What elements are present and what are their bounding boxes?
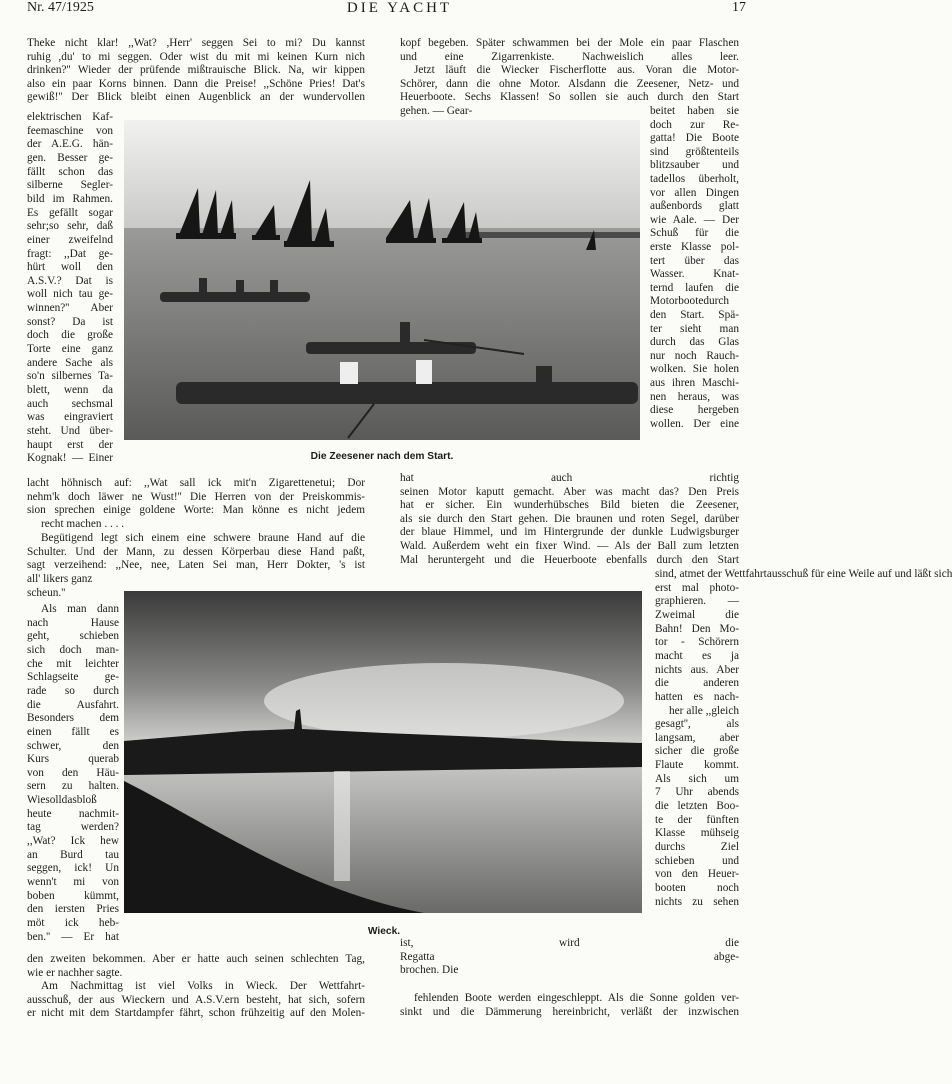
text-line: silberne Segler-: [27, 179, 113, 192]
text-line: seggen, ick! Un: [27, 862, 119, 875]
text-line: te der fünften: [655, 813, 739, 826]
text-line: hat er sicher. Ein wunderhübsches Bild bieten die Zeesener,: [400, 499, 739, 512]
text-line: Als sich um: [655, 772, 739, 785]
text-line: Bahn! Den Mo-: [655, 622, 739, 635]
text-line: beitet haben sie: [650, 105, 739, 117]
text-line: gesagt'', als: [655, 718, 739, 731]
text-line: sehr;so sehr, daß: [27, 220, 113, 233]
text-line: der blaue Himmel, und im Hintergrunde der dunkle Ludwigsburger: [400, 526, 739, 539]
text-line: einer zweifelnd: [27, 233, 113, 246]
text-line: den iersten Pries: [27, 903, 119, 916]
text-line: so'n silbernes Ta-: [27, 370, 113, 383]
text-line: Zweimal die: [655, 608, 739, 621]
text-line: Am Nachmittag ist viel Volks in Wieck. Der Wettfahrt-: [41, 980, 365, 992]
text-line: Wald. Außerdem weht ein fixer Wind. — Als der Ball zum letzten: [400, 540, 739, 552]
text-line: und eine Zigarrenkiste. Nachweislich alles leer.: [400, 50, 739, 63]
text-line: sern zu halten.: [27, 780, 119, 793]
text-line: bild im Rahmen.: [27, 192, 113, 205]
text-line: elektrischen Kaf-: [27, 111, 113, 123]
text-line: Wiesolldasbloß: [27, 794, 97, 807]
text-line: ,,Wat? Ick hew: [27, 835, 119, 848]
text-line: ternd laufen die: [650, 281, 739, 294]
text-line: Klasse mühseig: [655, 827, 739, 840]
text-line: che mit leichter: [27, 657, 119, 670]
text-line: andere Sache als: [27, 356, 113, 369]
text-line: fällt schon das: [27, 165, 113, 178]
text-line: gewiß!'' Der Blick bleibt einen Augenblick an der wundervollen: [27, 91, 365, 104]
regatta-start-photo: [124, 120, 640, 440]
text-line: Es gefällt sogar: [27, 206, 113, 219]
regatta-photo-graphic: [124, 120, 640, 440]
text-line: doch die große: [27, 329, 113, 342]
text-line: hat auch richtig: [400, 472, 739, 484]
text-line: vor allen Dingen: [650, 186, 739, 199]
text-line: rade so durch: [27, 684, 119, 697]
text-line: 7 Uhr abends: [655, 786, 739, 799]
text-line: sich doch man-: [27, 643, 119, 656]
text-line: sicher die große: [655, 745, 739, 758]
text-line: wolken. Sie holen: [650, 363, 739, 376]
text-line: feemaschine von: [27, 124, 113, 137]
wieck-photo-graphic: [124, 591, 642, 913]
text-line: kopf begeben. Später schwammen bei der Mole ein paar Flaschen: [400, 37, 739, 49]
text-line: hürt woll den: [27, 261, 113, 274]
text-line: A.S.V.? Dat is: [27, 274, 113, 287]
text-line: geht, schieben: [27, 630, 119, 643]
text-line: wie Aale. — Der: [650, 213, 739, 226]
text-line: tag werden?: [27, 821, 119, 834]
text-line: nehm'k doch läwer ne Wust!'' Die Herren von der Preiskommis-: [27, 490, 365, 503]
text-line: winnen?'' Aber: [27, 302, 113, 315]
photo-caption-wieck: Wieck.: [367, 926, 401, 937]
text-line: graphieren. —: [655, 595, 739, 608]
text-line: haupt erst der: [27, 438, 113, 451]
text-line: die letzten Boo-: [655, 800, 739, 813]
text-line: Regatta abge-: [400, 950, 739, 963]
text-line: sagt verzeihend: ,,Nee, nee, Laten Sei man, Herr Dokter, 's ist: [27, 559, 365, 572]
text-line: nichts zu sehen: [655, 895, 739, 908]
text-line: Schlagseite ge-: [27, 671, 119, 684]
text-line: her alle ,,gleich: [669, 704, 739, 717]
text-line: erst mal photo-: [655, 581, 739, 594]
text-line: steht. Und über-: [27, 424, 113, 437]
text-line: nichts aus. Aber: [655, 663, 739, 676]
text-line: von den Häu-: [27, 766, 119, 779]
text-line: Motorbootedurch: [650, 295, 730, 308]
text-line: Wasser. Knat-: [650, 268, 739, 281]
text-line: erste Klasse pol-: [650, 241, 739, 253]
text-line: also ein paar Korns binnen. Dann die Preise! ,,Schöne Pries! Dat's: [27, 77, 365, 90]
text-line: der A.E.G. hän-: [27, 138, 113, 151]
text-line: den zweiten bekommen. Aber er hatte auch seinen schlechten Tag,: [27, 953, 365, 965]
text-line: sonst? Da ist: [27, 315, 113, 328]
text-line: all' likers ganz: [27, 573, 93, 585]
text-line: wenn't mi von: [27, 876, 119, 888]
text-line: Torte eine ganz: [27, 343, 113, 356]
text-line: sind, atmet der Wettfahrtausschuß für eine Weile auf und läßt sich: [655, 568, 952, 580]
text-line: sinkt und die Dämmerung hereinbricht, verläßt der inzwischen: [400, 1005, 739, 1018]
text-line: ben.'' — Er hat: [27, 930, 119, 943]
text-line: ruhig ,du' to mi seggen. Oder wist du mit mi keinen Kurn nich: [27, 50, 365, 63]
text-line: möt ick heb-: [27, 916, 119, 929]
text-line: seinen Motor kaputt gemacht. Aber was macht das? Den Preis: [400, 485, 739, 498]
text-line: booten noch: [655, 881, 739, 894]
text-line: schwer, den: [27, 739, 119, 752]
text-line: er nicht mit dem Startdampfer fährt, schon frühzeitig auf den Molen-: [27, 1007, 365, 1020]
text-line: die anderen: [655, 677, 739, 690]
text-line: wollen. Der eine: [650, 417, 739, 430]
wieck-sunset-photo: [124, 591, 642, 913]
text-line: Kurs querab: [27, 753, 119, 766]
text-line: gen. Besser ge-: [27, 151, 113, 164]
text-line: Jetzt läuft die Wiecker Fischerflotte aus. Voran die Motor-: [414, 64, 739, 76]
text-line: nur noch Rauch-: [650, 349, 739, 362]
text-line: blitzsauber und: [650, 159, 739, 172]
text-line: doch zur Re-: [650, 118, 739, 131]
text-line: schieben und: [655, 854, 739, 867]
text-line: Mal heruntergeht und die Heuerboote ebenfalls durch den Start: [400, 553, 739, 566]
text-line: woll nich tau ge-: [27, 288, 113, 301]
text-line: recht machen . . . .: [41, 518, 125, 531]
text-line: fragt: ,,Dat ge-: [27, 247, 113, 260]
text-line: hatten es nach-: [655, 690, 739, 703]
text-line: von den Heuer-: [655, 868, 739, 881]
text-line: auch sechsmal: [27, 397, 113, 410]
text-line: drinken?'' Wieder der prüfende mißtrauische Blick. Na, wir kippen: [27, 64, 365, 77]
text-line: tadellos überholt,: [650, 173, 739, 185]
text-line: blett, wenn da: [27, 384, 113, 396]
text-line: ter sieht man: [650, 322, 739, 335]
page-number: 17: [732, 0, 746, 15]
text-line: Schulter. Und der Mann, zu dessen Körperbau diese Hand paßt,: [27, 545, 365, 558]
text-line: gatta! Die Boote: [650, 132, 739, 145]
text-line: ist, wird die: [400, 937, 739, 949]
text-line: Begütigend legt sich einem eine schwere braune Hand auf die: [41, 532, 365, 544]
journal-title: DIE YACHT: [346, 0, 453, 16]
text-line: diese hergeben: [650, 404, 739, 417]
text-line: außenbords glatt: [650, 200, 739, 213]
text-line: heute nachmit-: [27, 807, 119, 820]
text-line: wie er nachher sagte.: [27, 966, 123, 979]
text-line: Heuerboote. Sechs Klassen! So sollen sie auch durch den Start: [400, 91, 739, 104]
text-line: Kognak! — Einer: [27, 452, 113, 465]
text-line: sion sprechen einige goldene Worte: Man könne es nicht jedem: [27, 504, 365, 517]
text-line: Schuß für die: [650, 227, 739, 240]
text-line: an Burd tau: [27, 848, 119, 861]
text-line: Flaute kommt.: [655, 759, 739, 772]
text-line: durch das Glas: [650, 336, 739, 349]
text-line: scheun.'': [27, 586, 66, 599]
text-line: Schörer, dann die ohne Motor. Alsdann die Zeesener, Netz- und: [400, 77, 739, 90]
text-line: lacht höhnisch auf: ,,Wat sall ick mit'n Zigarettenetui; Dor: [27, 477, 365, 489]
issue-number: Nr. 47/1925: [27, 0, 94, 15]
text-line: boben kümmt,: [27, 889, 119, 902]
text-line: einen fällt es: [27, 725, 119, 738]
text-line: langsam, aber: [655, 731, 739, 744]
text-line: als sie durch den Start gehen. Die braunen und roten Segel, darüber: [400, 512, 739, 525]
text-line: tert über das: [650, 254, 739, 267]
text-line: macht es ja: [655, 649, 739, 662]
text-line: ausschuß, der aus Wieckern und A.S.V.ern besteht, hat sich, sofern: [27, 993, 365, 1006]
text-line: Theke nicht klar! ,,Wat? ,Herr' seggen Sei to mi? Du kannst: [27, 37, 365, 49]
text-line: was eingraviert: [27, 411, 113, 424]
text-line: fehlenden Boote werden eingeschleppt. Als die Sonne golden ver-: [414, 992, 739, 1004]
text-line: nen heraus, was: [650, 390, 739, 403]
text-line: gehen. — Gear-: [400, 104, 473, 117]
text-line: tor - Schörern: [655, 636, 739, 649]
text-line: Als man dann: [41, 603, 119, 615]
text-line: Besonders dem: [27, 712, 119, 725]
text-line: aus ihren Maschi-: [650, 377, 739, 389]
text-line: sind größtenteils: [650, 145, 739, 158]
text-line: die Ausfahrt.: [27, 698, 119, 711]
text-line: brochen. Die: [400, 964, 459, 977]
text-line: durchs Ziel: [655, 841, 739, 853]
text-line: den Start. Spä-: [650, 309, 739, 321]
photo-caption-zeesener: Die Zeesener nach dem Start.: [310, 451, 454, 462]
text-line: nach Hause: [27, 616, 119, 629]
